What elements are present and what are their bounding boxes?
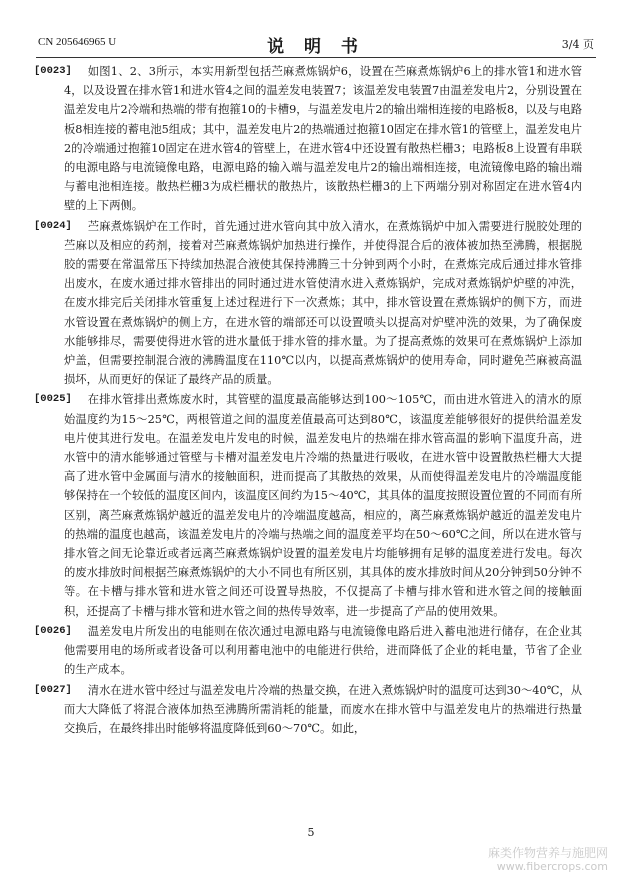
- watermark-url: www.fibercrops.com: [496, 860, 608, 873]
- paragraph-number: [0023]: [34, 65, 72, 77]
- watermark-title: 麻类作物营养与施肥网: [487, 846, 608, 860]
- paragraph-text: 在排水管排出煮炼废水时，其管壁的温度最高能够达到100～105℃，而由进水管进入的清水的原始温度约为15～25℃，两根管道之间的温度差值最高可达到80℃，该温度差能够很好的提供给温差发电片使其进行发电。在温差发电片发电的时候，温差发电片的热端在排水管高温的影响下温度升高，进水管中的清水能够通过管壁与卡槽对温差发电片冷端的热量进行吸收，在进水管中设置散热栏栅大大提高了进水管中金属面与清水的接触面积，进而提高了其散热的效果，从而使得温差发电片的冷端温度能够保持在一个较低的温度区间内，该温度区间约为15～40℃，其具体的温度按照设置位置的不同而有所区别，离苎麻煮炼锅炉越近的温差发电片的冷端温度越高，相应的，离苎麻煮炼锅炉越近的温差发电片的热端的温度也越高，该温差发电片的冷端与热端之间的温度差平均在50～60℃之间，所以在进水管与排水管之间无论靠近或者远离苎麻煮炼锅炉设置的温差发电片均能够拥有足够的温度差进行发电。每次的废水排放时间根据苎麻煮炼锅炉的大小不同也有所区别，其具体的废水排放时间从20分钟到50分钟不等。在卡槽与排水管和进水管之间还可设置导热胶，不仅提高了卡槽与排水管和进水管之间的接触面积，还提高了卡槽与排水管和进水管之间的热传导效率，进一步提高了产品的使用效果。: [64, 393, 582, 618]
- paragraph-number: [0027]: [34, 683, 72, 696]
- paragraph-0024: [34, 217, 582, 390]
- paragraph-number: [0026]: [34, 624, 72, 637]
- page-title: 说 明 书: [267, 37, 365, 57]
- page-count: 3/4 页: [561, 38, 594, 51]
- description-body: [34, 62, 582, 739]
- paragraph-number: [0024]: [34, 219, 72, 232]
- paragraph-0023: [34, 62, 582, 216]
- page-number: 5: [307, 826, 315, 839]
- paragraph-text: 温差发电片所发出的电能则在依次通过电源电路与电流镜像电路后进入蓄电池进行储存，在企业其他需要用电的场所或者设备可以利用蓄电池中的电能进行供给，进而降低了企业的耗电量，节省了企业的生产成本。: [64, 624, 582, 677]
- paragraph-0027: [34, 681, 582, 739]
- paragraph-number: [0025]: [34, 393, 72, 406]
- page-header: [38, 32, 594, 57]
- paragraph-0026: [34, 622, 582, 680]
- document-number: CN 205646965 U: [38, 36, 117, 48]
- paragraph-text: 清水在进水管中经过与温差发电片冷端的热量交换，在进入煮炼锅炉时的温度可达到30～40℃，从而大大降低了将混合液体加热至沸腾所需消耗的能量，而废水在排水管中与温差发电片的热端进行热量交换后，在最终排出时能够将温度降低到60～70℃。如此，: [64, 683, 582, 735]
- watermark: [488, 846, 608, 874]
- header-rule: [36, 57, 596, 58]
- paragraph-0025: [34, 390, 582, 620]
- paragraph-text: 苎麻煮炼锅炉在工作时，首先通过进水管向其中放入清水，在煮炼锅炉中加入需要进行脱胶处理的苎麻以及相应的药剂，接着对苎麻煮炼锅炉加热进行操作，并使得混合后的液体被加热至沸腾，根据脱胶的需要在常温常压下持续加热混合液使其保持沸腾三十分钟到两个小时，在煮炼完成后通过排水管排出废水，在废水通过排水管排出的同时通过进水管使清水进入煮炼锅炉，完成对煮炼锅炉炉壁的冲洗，在废水排完后关闭排水管重复上述过程进行下一次煮炼；其中，排水管设置在煮炼锅炉的侧下方，而进水管设置在煮炼锅炉的侧上方，在进水管的端部还可以设置喷头以提高对炉壁冲洗的效果，为了确保废水能够排尽，需要使得进水管的进水量低于排水管的排水量。为了提高煮炼的效果可在煮炼锅炉上添加炉盖，但需要控制混合液的沸腾温度在110℃以内，以提高煮炼锅炉的使用寿命，同时避免苎麻被高温损坏，从而更好的保证了最终产品的质量。: [64, 219, 582, 387]
- paragraph-text: 如图1、2、3所示，本实用新型包括苎麻煮炼锅炉6，设置在苎麻煮炼锅炉6上的排水管1和进水管4，以及设置在排水管1和进水管4之间的温差发电装置7；该温差发电装置7由温差发电片2，分别设置在温差发电片2冷端和热端的带有抱箍10的卡槽9，与温差发电片2的输出端相连接的电路板8，以及与电路板8相连接的蓄电池5组成；其中，温差发电片2的热端通过抱箍10固定在排水管1的管壁上，温差发电片2的冷端通过抱箍10固定在进水管4的管壁上，在进水管4中还设置有散热栏栅3；电路板8上设置有串联的电源电路与电流镜像电路，电源电路的输入端与温差发电片2的输出端相连接，电流镜像电路的输出端与蓄电池相连接。散热栏栅3为成栏栅状的散热片，该散热栏栅3的上下两端分别对称固定在进水管4内壁的上下两侧。: [64, 65, 582, 213]
